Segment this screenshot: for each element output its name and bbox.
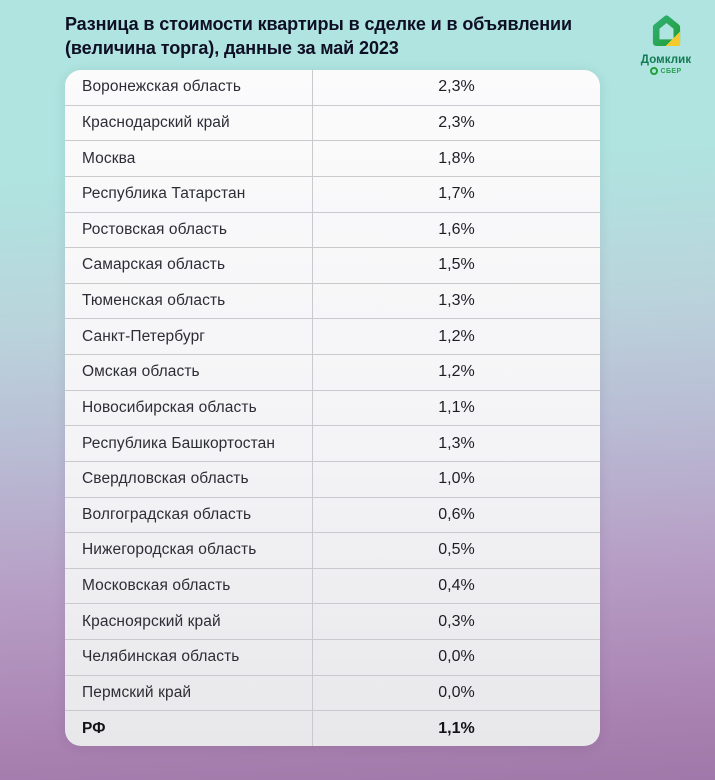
value-cell: 1,8% [312, 141, 600, 176]
region-cell: Тюменская область [82, 292, 226, 310]
sber-logo [650, 67, 681, 75]
page-title [65, 12, 625, 60]
value-cell: 2,3% [312, 106, 600, 141]
region-cell: Республика Татарстан [82, 185, 246, 203]
region-cell: Омская область [82, 363, 200, 381]
region-cell: Ростовская область [82, 220, 228, 238]
value-cell: 1,6% [312, 213, 600, 248]
value-cell: 1,3% [312, 426, 600, 461]
value-cell: 1,3% [312, 284, 600, 319]
region-cell: Московская область [82, 577, 231, 595]
value-cell: 0,6% [312, 498, 600, 533]
value-cell: 0,0% [312, 676, 600, 711]
table-row [65, 426, 600, 462]
region-cell: Челябинская область [82, 648, 240, 666]
table-row [65, 141, 600, 177]
table-row [65, 70, 600, 106]
table-row [65, 498, 600, 534]
table-row [65, 284, 600, 320]
page-title-line1: Разница в стоимости квартиры в сделке и в объявлении [65, 14, 572, 34]
table-row [65, 106, 600, 142]
region-cell: Краснодарский край [82, 113, 230, 131]
table-row [65, 711, 600, 746]
region-cell: Москва [82, 149, 136, 167]
value-cell: 0,5% [312, 533, 600, 568]
table-row [65, 248, 600, 284]
domclick-house-icon [644, 8, 689, 53]
region-cell: РФ [82, 719, 106, 737]
table-row [65, 462, 600, 498]
value-cell: 1,2% [312, 319, 600, 354]
table-row [65, 177, 600, 213]
table-row [65, 355, 600, 391]
page-title-line2: (величина торга), данные за май 2023 [65, 38, 399, 58]
table-row [65, 391, 600, 427]
value-cell: 1,2% [312, 355, 600, 390]
value-cell: 0,3% [312, 604, 600, 639]
value-cell: 1,1% [312, 391, 600, 426]
table-row [65, 676, 600, 712]
value-cell: 1,0% [312, 462, 600, 497]
table-row [65, 319, 600, 355]
value-cell: 1,1% [312, 711, 600, 746]
region-cell: Свердловская область [82, 470, 249, 488]
value-cell: 0,0% [312, 640, 600, 675]
value-cell: 1,5% [312, 248, 600, 283]
table-row [65, 569, 600, 605]
value-cell: 1,7% [312, 177, 600, 212]
sber-circle-icon [650, 67, 658, 75]
domclick-wordmark: Домклик [640, 54, 692, 66]
table-row [65, 640, 600, 676]
region-cell: Самарская область [82, 256, 226, 274]
sber-wordmark: СБЕР [660, 67, 682, 75]
region-cell: Санкт-Петербург [82, 327, 206, 345]
region-cell: Пермский край [82, 683, 192, 701]
value-cell: 2,3% [312, 70, 600, 105]
region-cell: Нижегородская область [82, 541, 257, 559]
table-row [65, 213, 600, 249]
table-row [65, 604, 600, 640]
region-cell: Республика Башкортостан [82, 434, 276, 452]
table-row [65, 533, 600, 569]
region-cell: Волгоградская область [82, 505, 252, 523]
region-cell: Новосибирская область [82, 398, 257, 416]
region-cell: Красноярский край [82, 612, 221, 630]
region-cell: Воронежская область [82, 78, 242, 96]
domclick-logo [627, 8, 705, 75]
value-cell: 0,4% [312, 569, 600, 604]
data-table [65, 70, 600, 746]
